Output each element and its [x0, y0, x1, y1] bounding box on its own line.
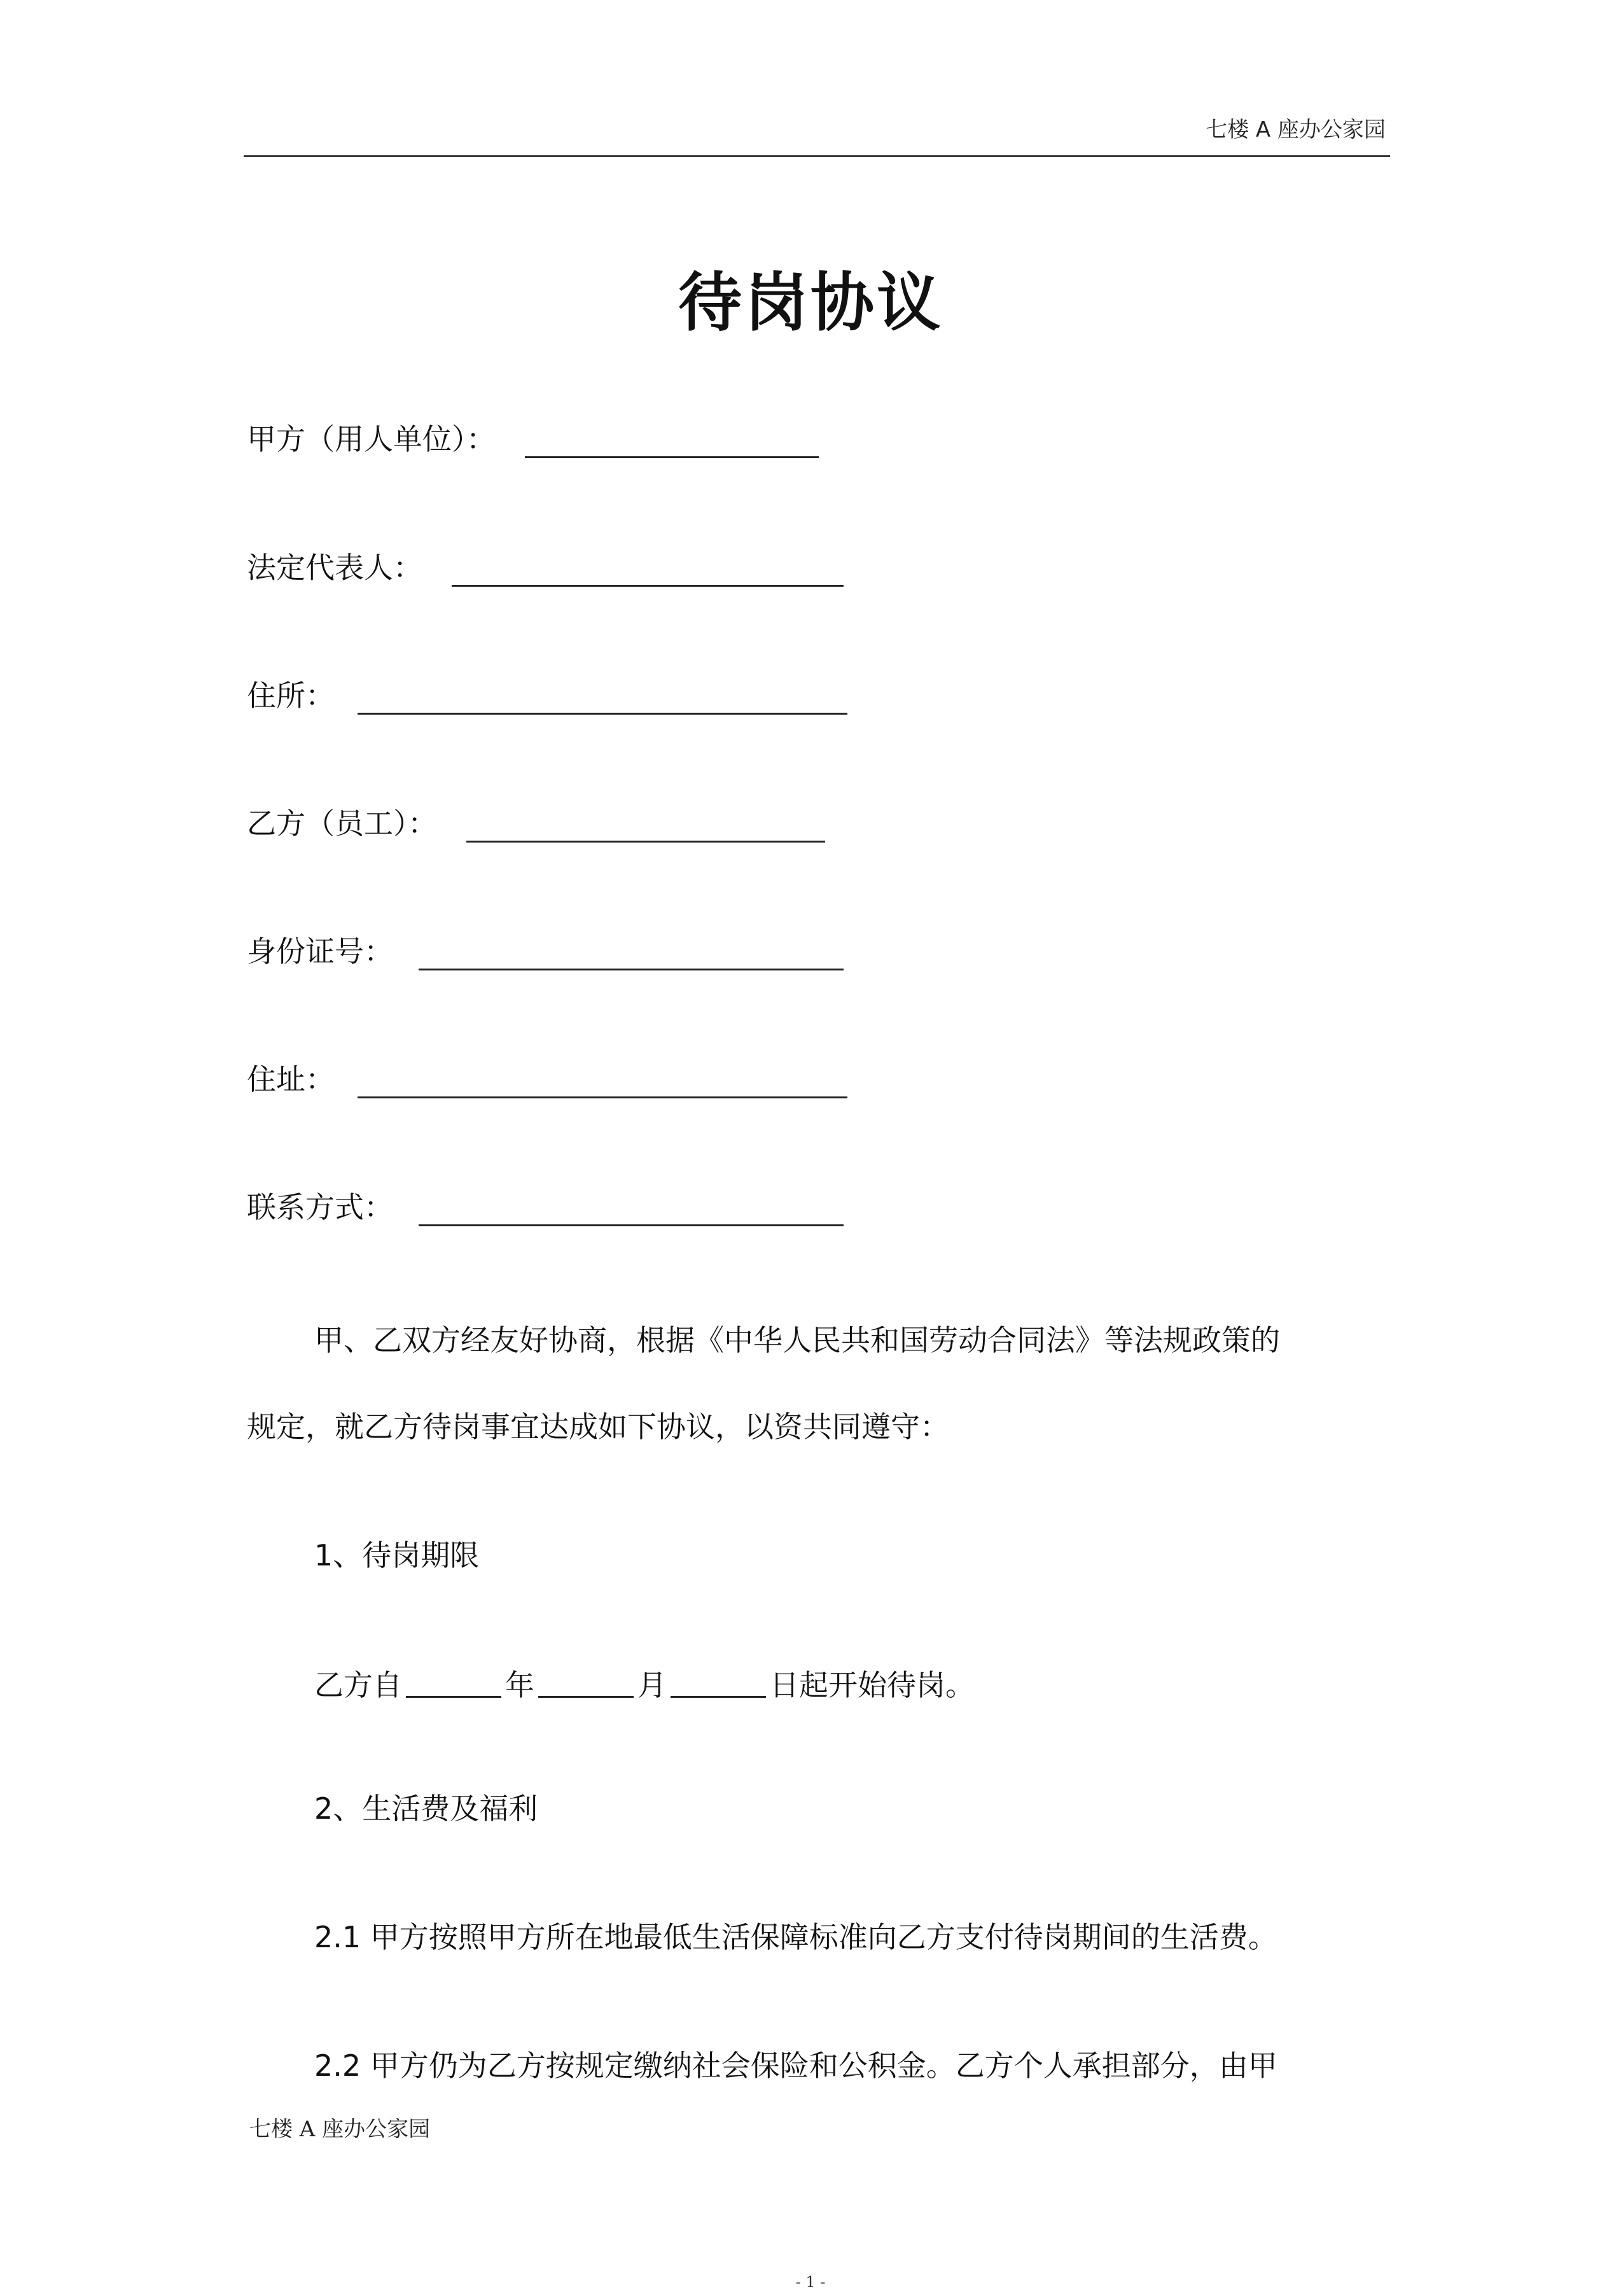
month-blank[interactable] — [538, 1670, 634, 1698]
field-party-b — [247, 798, 825, 843]
header-divider — [244, 155, 1390, 157]
intro-paragraph-line-2: 规定，就乙方待岗事宜达成如下协议，以资共同遵守： — [247, 1410, 949, 1444]
field-contact — [247, 1182, 844, 1226]
clause-2-2: 2.2 甲方仍为乙方按规定缴纳社会保险和公积金。乙方个人承担部分，由甲 — [314, 2048, 1277, 2083]
field-legal-representative — [247, 542, 844, 587]
section-2-heading: 2、生活费及福利 — [314, 1791, 538, 1826]
month-label: 月 — [637, 1668, 667, 1702]
fill-line[interactable] — [419, 938, 844, 970]
clause-2-1: 2.1 甲方按照甲方所在地最低生活保障标准向乙方支付待岗期间的生活费。 — [314, 1920, 1277, 1954]
day-blank[interactable] — [671, 1670, 766, 1698]
field-residence — [247, 670, 847, 715]
header-text: 七楼 A 座办公家园 — [1206, 117, 1386, 143]
document-title: 待岗协议 — [678, 265, 943, 340]
intro-paragraph-line-1: 甲、乙双方经友好协商，根据《中华人民共和国劳动合同法》等法规政策的 — [314, 1323, 1280, 1357]
fill-line[interactable] — [452, 554, 844, 587]
page-number: - 1 - — [795, 2273, 826, 2291]
field-label: 甲方（用人单位）： — [247, 422, 496, 456]
year-label: 年 — [505, 1668, 534, 1702]
fill-line[interactable] — [466, 810, 825, 843]
field-label: 联系方式： — [247, 1190, 393, 1224]
field-address — [247, 1054, 847, 1098]
footer-text: 七楼 A 座办公家园 — [249, 2117, 431, 2142]
field-party-a — [247, 414, 819, 458]
fill-line[interactable] — [358, 682, 847, 715]
section-1-heading: 1、待岗期限 — [314, 1538, 480, 1572]
field-label: 法定代表人： — [247, 550, 422, 585]
fill-line[interactable] — [419, 1194, 844, 1226]
field-label: 乙方（员工）： — [247, 806, 437, 841]
field-label: 住址： — [247, 1062, 335, 1096]
year-blank[interactable] — [406, 1670, 501, 1698]
field-label: 住所： — [247, 678, 335, 713]
field-id-number — [247, 926, 844, 970]
start-date-suffix: 日起开始待岗。 — [770, 1668, 975, 1702]
fill-line[interactable] — [358, 1066, 847, 1098]
fill-line[interactable] — [525, 426, 819, 458]
start-date-prefix: 乙方自 — [314, 1668, 402, 1702]
field-label: 身份证号： — [247, 934, 393, 969]
start-date-line — [314, 1662, 975, 1704]
